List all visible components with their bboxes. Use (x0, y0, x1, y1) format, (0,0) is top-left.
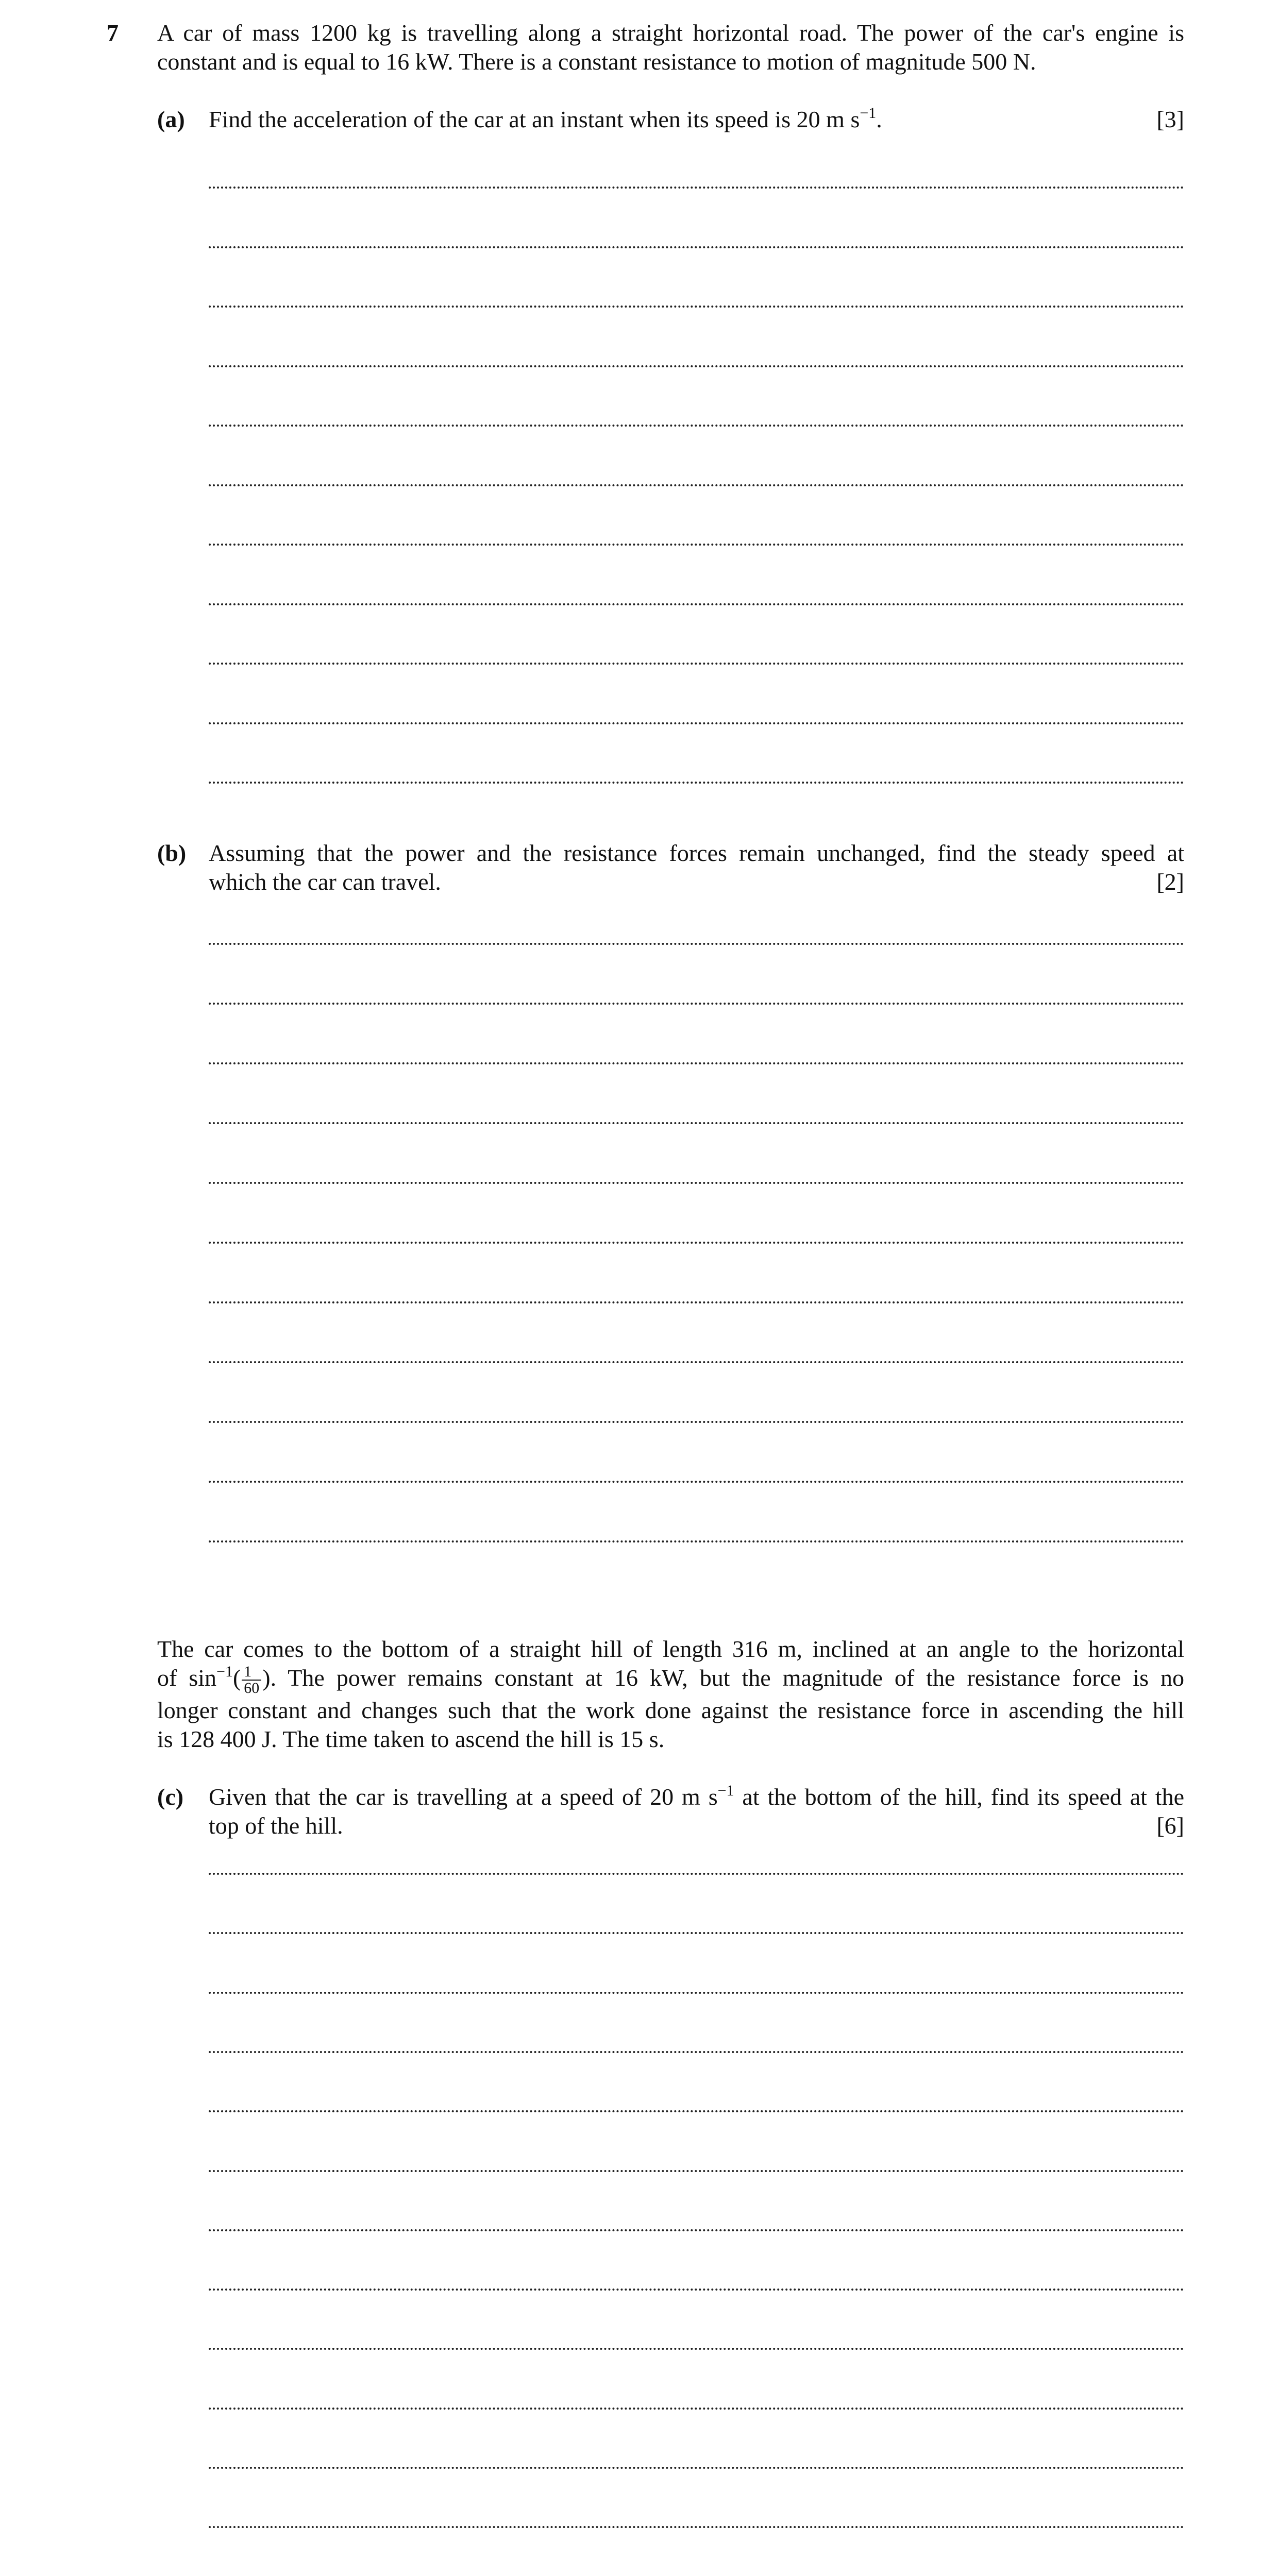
question-number: 7 (107, 20, 119, 46)
hill-info-line-2-rest: . The power remains constant at 16 kW, but the magnitude of the resistance force is no (270, 1665, 1185, 1691)
answer-line[interactable] (209, 2110, 1184, 2112)
question-intro (157, 19, 1184, 76)
answer-line[interactable] (209, 2229, 1184, 2231)
answer-line[interactable] (209, 2170, 1184, 2172)
part-a-label: (a) (157, 106, 185, 132)
hill-info (157, 1635, 1184, 1754)
answer-line[interactable] (209, 544, 1184, 546)
part-b-marks: [2] (1156, 869, 1184, 895)
answer-line[interactable] (209, 2467, 1184, 2469)
part-c-text-1a: Given that the car is travelling at a speed of 20 m s (209, 1784, 718, 1810)
answer-line[interactable] (209, 1421, 1184, 1423)
hill-info-line-4: is 128 400 J. The time taken to ascend the hill is 15 s. (157, 1726, 665, 1752)
answer-line[interactable] (209, 1873, 1184, 1875)
part-c-text-line-1 (209, 1783, 1184, 1811)
answer-line[interactable] (209, 425, 1184, 427)
part-c-exponent: −1 (717, 1782, 734, 1799)
part-a-text: Find the acceleration of the car at an instant when its speed is 20 m s (209, 106, 860, 132)
answer-line[interactable] (209, 2289, 1184, 2291)
part-a-exponent: −1 (860, 105, 877, 122)
answer-line[interactable] (209, 1361, 1184, 1363)
answer-line[interactable] (209, 1481, 1184, 1483)
answer-line[interactable] (209, 663, 1184, 665)
answer-line[interactable] (209, 782, 1184, 784)
hill-info-line-3: longer constant and changes such that the work done against the resistance force in ascending the hill (157, 1697, 1184, 1723)
answer-line[interactable] (209, 2348, 1184, 2350)
hill-info-sin-exponent: −1 (216, 1663, 233, 1680)
answer-line[interactable] (209, 306, 1184, 308)
answer-line[interactable] (209, 1242, 1184, 1244)
part-c-marks: [6] (1156, 1812, 1184, 1839)
hill-info-line-1: The car comes to the bottom of a straight hill of length 316 m, inclined at an angle to the horizontal (157, 1636, 1184, 1662)
part-c-question (209, 1783, 1184, 1840)
answer-line[interactable] (209, 1301, 1184, 1303)
answer-line[interactable] (209, 1932, 1184, 1934)
answer-line[interactable] (209, 1992, 1184, 1994)
answer-line[interactable] (209, 365, 1184, 367)
answer-line[interactable] (209, 2408, 1184, 2410)
hill-info-fraction (242, 1664, 261, 1696)
part-c-text-line-2: top of the hill. (209, 1812, 343, 1839)
answer-line[interactable] (209, 943, 1184, 945)
hill-info-line-2: of $\sin^{-1}$( $\frac{1}{60}$ ). The power remains constant at 16 kW, but the magnitude of the resistance force is no (157, 1663, 1185, 1697)
fraction-numerator: 1 (242, 1664, 261, 1681)
answer-line[interactable] (209, 246, 1184, 248)
answer-line[interactable] (209, 722, 1184, 724)
part-b-text-line-1: Assuming that the power and the resistance forces remain unchanged, find the steady speed at (209, 840, 1184, 866)
part-b-question (209, 839, 1184, 896)
answer-line[interactable] (209, 2526, 1184, 2528)
part-c-text-1b: at the bottom of the hill, find its speed at the (734, 1784, 1184, 1810)
answer-line[interactable] (209, 1062, 1184, 1064)
answer-line[interactable] (209, 1540, 1184, 1543)
answer-line[interactable] (209, 1122, 1184, 1124)
part-a-marks: [3] (1156, 106, 1184, 132)
answer-line[interactable] (209, 2051, 1184, 2053)
answer-line[interactable] (209, 603, 1184, 605)
answer-line[interactable] (209, 187, 1184, 189)
answer-line[interactable] (209, 484, 1184, 486)
hill-info-sin: of sin (157, 1665, 217, 1691)
answer-line[interactable] (209, 1003, 1184, 1005)
answer-line[interactable] (209, 1182, 1184, 1184)
part-c-label: (c) (157, 1784, 184, 1810)
part-b-label: (b) (157, 840, 187, 866)
part-b-text-line-2: which the car can travel. (209, 869, 441, 895)
part-a-question (209, 105, 1184, 134)
part-a-text-end: . (876, 106, 882, 132)
question-intro-line-1: A car of mass 1200 kg is travelling along a straight horizontal road. The power of the car's engine is (157, 20, 1184, 46)
fraction-denominator: 60 (244, 1680, 260, 1697)
question-intro-line-2: constant and is equal to 16 kW. There is a constant resistance to motion of magnitude 500 N. (157, 48, 1036, 75)
